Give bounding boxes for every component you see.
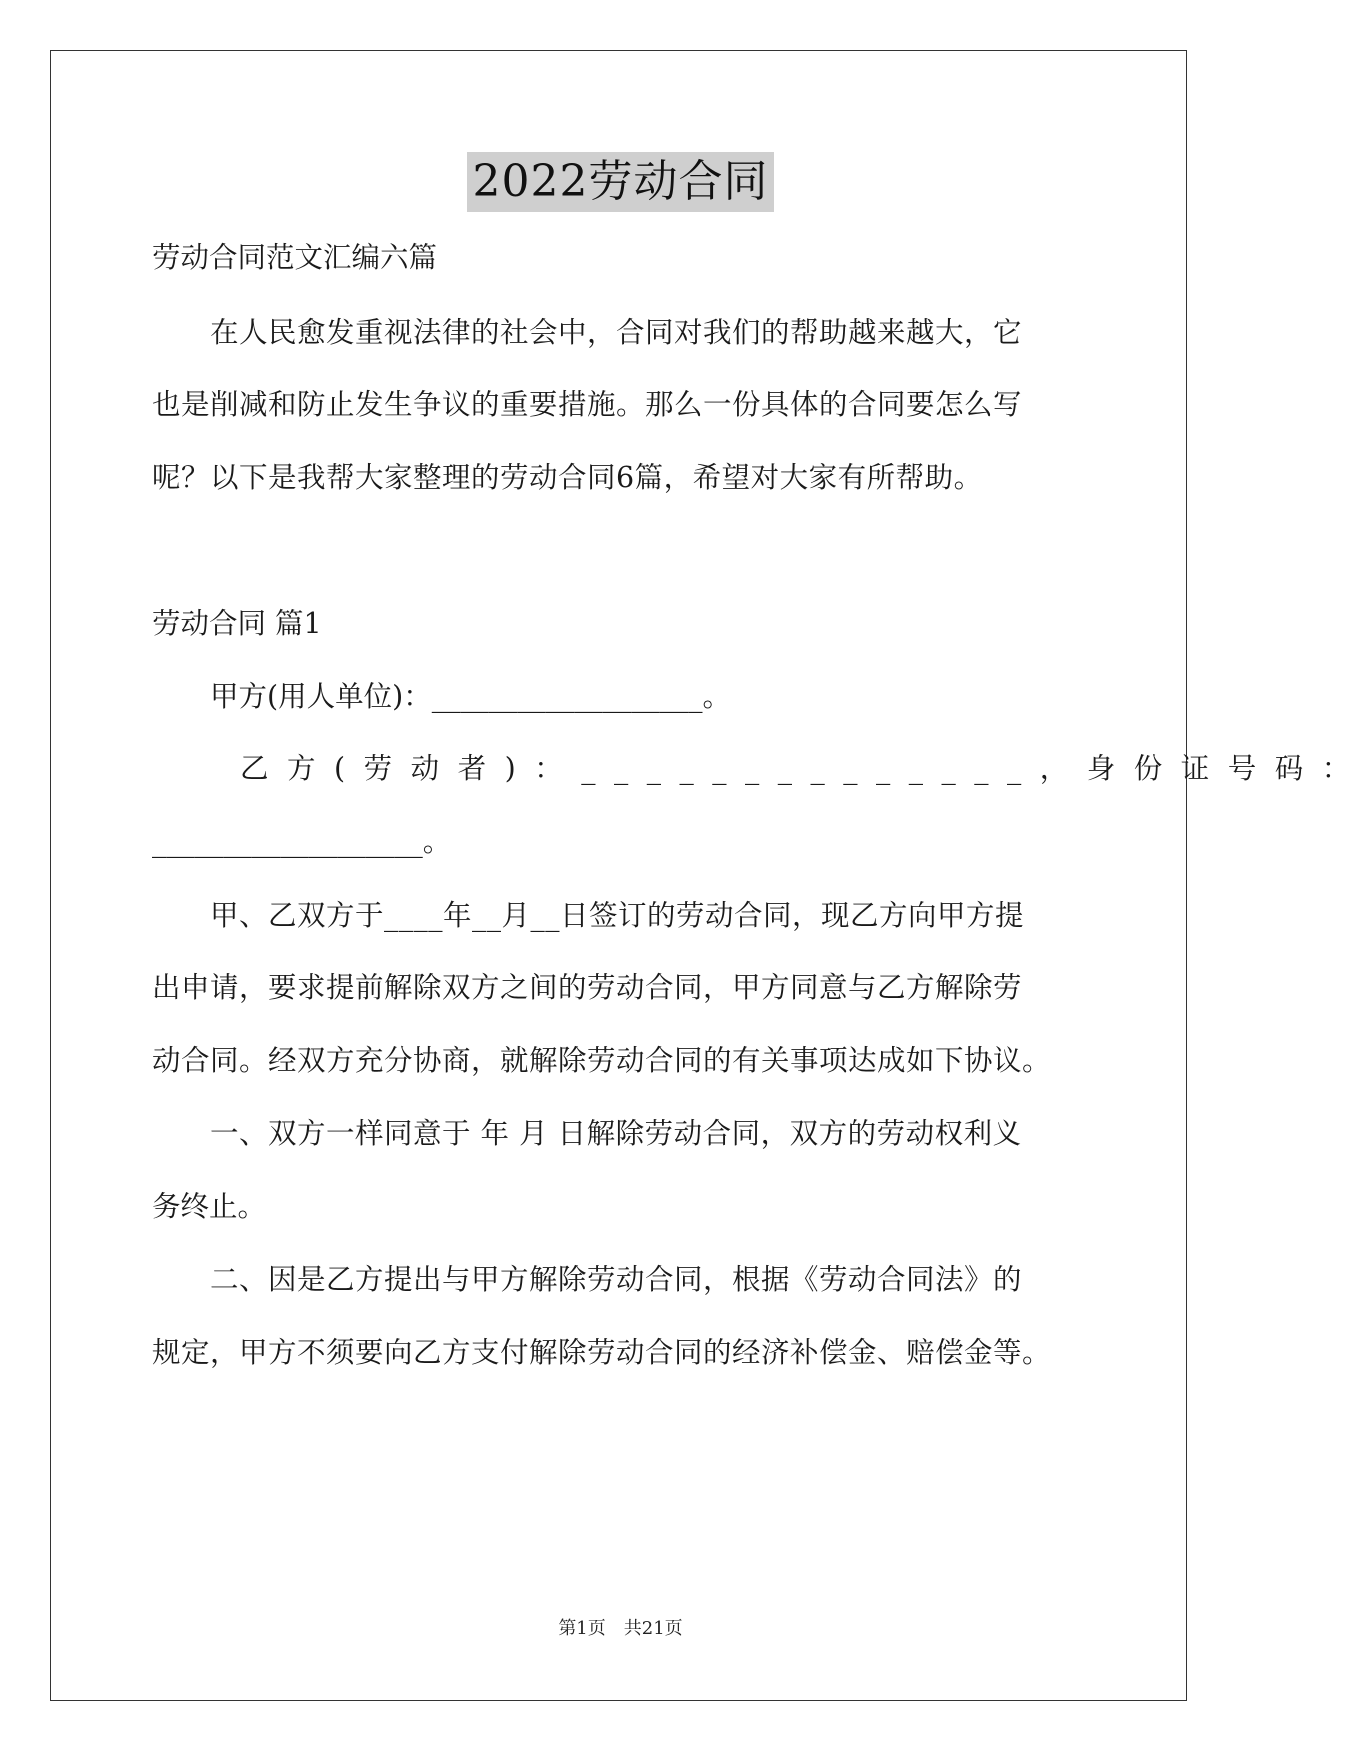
party-a-line: 甲方(用人单位)：___________________。 (210, 680, 731, 713)
body-line-1: 甲、乙双方于____年__月__日签订的劳动合同，现乙方向甲方提 (210, 899, 1025, 932)
intro-line-3: 呢？以下是我帮大家整理的劳动合同6篇，希望对大家有所帮助。 (152, 461, 983, 494)
body-line-6: 二、因是乙方提出与甲方解除劳动合同，根据《劳动合同法》的 (210, 1263, 1023, 1296)
page-footer: 第1页 共21页 (558, 1618, 683, 1639)
intro-line-2: 也是削减和防止发生争议的重要措施。那么一份具体的合同要怎么写 (152, 388, 1023, 421)
body-line-3: 动合同。经双方充分协商，就解除劳动合同的有关事项达成如下协议。 (152, 1044, 1052, 1077)
body-line-7: 规定，甲方不须要向乙方支付解除劳动合同的经济补偿金、赔偿金等。 (152, 1336, 1052, 1369)
body-line-2: 出申请，要求提前解除双方之间的劳动合同，甲方同意与乙方解除劳 (152, 971, 1023, 1004)
intro-line-1: 在人民愈发重视法律的社会中，合同对我们的帮助越来越大，它 (210, 316, 1023, 349)
body-line-4: 一、双方一样同意于 年 月 日解除劳动合同，双方的劳动权利义 (210, 1117, 1022, 1150)
party-b-line: 乙方(劳动者)：______________，身份证号码： (240, 752, 1369, 785)
body-line-5: 务终止。 (152, 1190, 267, 1223)
party-b-id-line: ___________________。 (152, 825, 452, 858)
document-title: 2022劳动合同 (467, 152, 775, 212)
subtitle: 劳动合同范文汇编六篇 (152, 241, 438, 274)
section-heading: 劳动合同 篇1 (152, 607, 322, 640)
page-border (50, 50, 1369, 1701)
